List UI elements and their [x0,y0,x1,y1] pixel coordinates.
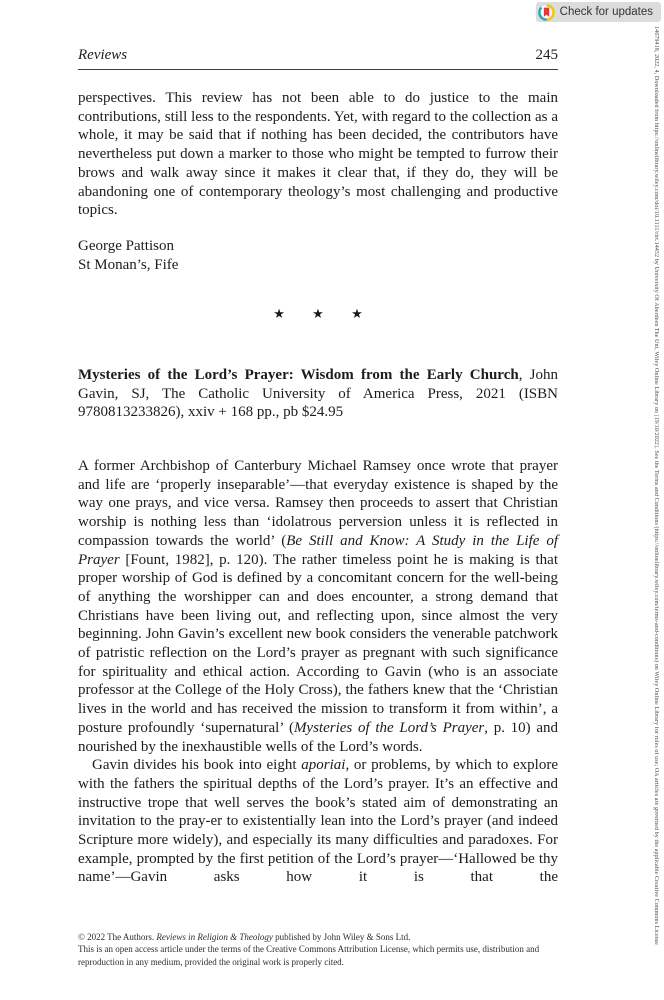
copyright-footer [78,931,575,968]
running-header [78,47,558,70]
previous-review-closing-paragraph: perspectives. This review has not been able to do justice to the main contributions, still less to the respondents. Yet, with regard to the collection as a whole, it may be said that if nothing has been decided, the contributors have nevertheless put down a marker to those who might be tempted to furrow their brows and walk away since it makes it clear that, if they do, they will be abandoning one of contemporary theology’s most challenging and productive topics. [78,90,558,219]
star-icon: ★ [312,306,324,321]
review-paragraph: A former Archbishop of Canterbury Michael Ramsey once wrote that prayer and life are ‘properly inseparable’—that everyday existence is shaped by the way one prays, and vice versa. Ramsey then proceeds to assert that Christian worship is nothing less than ‘idolatrous perversion unless it is reflected in compassion towards the world’ (Be Still and Know: A Study in the Life of Prayer [Fount, 1982], p. 120). The rather timeless point he is making is that proper worship of God is defined by a concomitant concern for the well-being of anything the worshipper can and does encounter, a strong demand that Christians have been living out, and reflecting upon, since almost the very beginning. John Gavin’s excellent new book considers the venerable patchwork of patristic reflection on the Lord’s prayer as pregnant with such significance for spirituality and ethical action. According to Gavin (who is an associate professor at the College of the Holy Cross), the fathers knew that the ‘Christian lives in the world and has received the mission to transform it from within’, a posture profoundly ‘supernatural’ (Mysteries of the Lord’s Prayer, p. 10) and nourished by the inexhaustible wells of the Lord’s words. [78,458,559,755]
star-icon: ★ [273,306,285,321]
download-provenance-sidebar: 14679418, 2022, 4, Downloaded from https://onlinelibrary.wiley.com/doi/10.1111/rirt.14452 by University Of Aberdeen The Uni, Wiley Online Library on [19/10/2022]. See the Terms and Conditions (https://onlinelibrary.wiley.com/terms-and-conditions) on Wiley Online Library for rules of use; OA articles are governed by the applicable Creative Commons License [653,26,659,946]
book-citation: Mysteries of the Lord’s Prayer: Wisdom from the Early Church, John Gavin, SJ, The Catholic University of America Press, 2021 (ISBN 9780813233826), xxiv + 168 pp., pb $24.95 [78,367,559,421]
reviewer-name: George Pattison [78,238,174,254]
reviewer-signature [78,237,558,274]
running-header-journal-title: Reviews [78,47,128,63]
review-paragraph: Gavin divides his book into eight aporiai, or problems, by which to explore with the fathers the spiritual depths of the Lord’s prayer. It’s an effective and instructive trope that well serves the book’s stated aim of demonstrating an invitation to the pray-er to existentially lean into the Lord’s prayer (and indeed Scripture more widely), and especially its many difficulties and paradoxes. For example, prompted by the first petition of the Lord’s prayer—‘Hallowed be thy name’—Gavin asks how it is that the [78,757,558,886]
crossmark-icon [538,4,555,21]
reviewer-affiliation: St Monan’s, Fife [78,256,179,273]
check-for-updates-label: Check for updates [559,6,653,18]
star-icon: ★ [351,306,363,321]
section-divider [78,306,558,322]
check-for-updates-button[interactable] [536,2,661,22]
copyright-line: © 2022 The Authors. Reviews in Religion & Theology published by John Wiley & Sons Ltd. [78,932,411,942]
license-line: This is an open access article under the terms of the Creative Commons Attribution License, which permits use, distribution and reproduction in any medium, provided the original work is properly cited. [78,944,540,967]
page-number: 245 [535,47,558,63]
review-body [78,457,558,887]
